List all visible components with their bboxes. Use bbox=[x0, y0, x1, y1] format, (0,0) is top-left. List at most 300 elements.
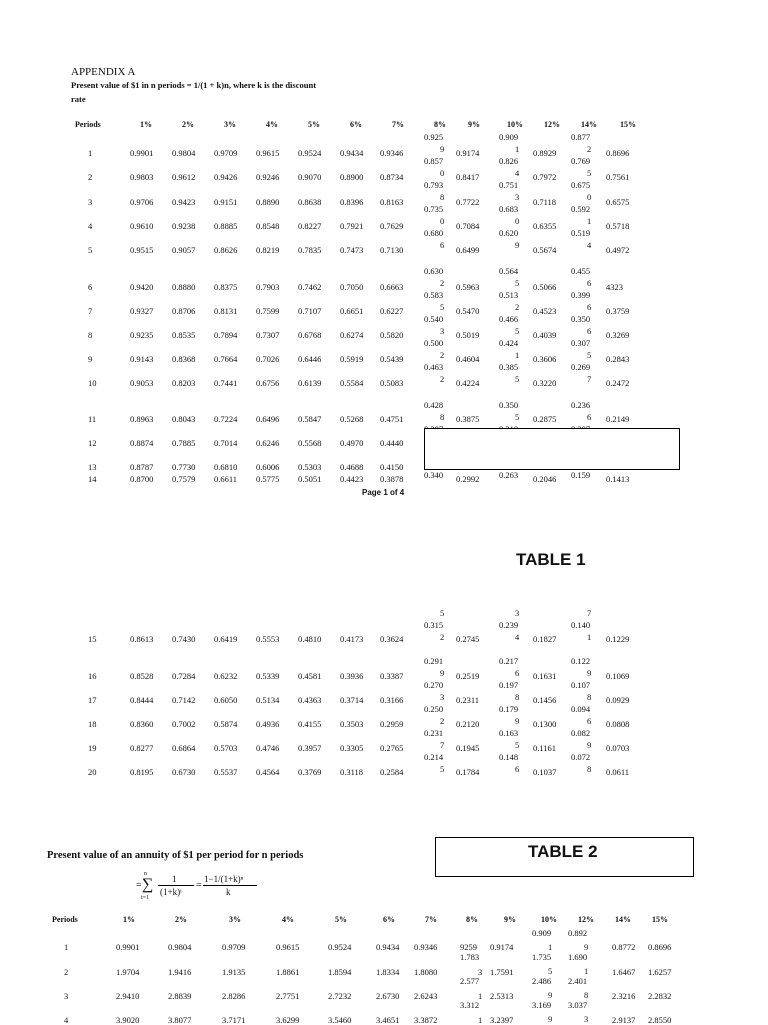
formula-frac2-num: 1−1/(1+k)ⁿ bbox=[204, 874, 244, 884]
table1-10pct-fragment: 0.424 bbox=[499, 338, 519, 348]
table1-cell-15pct: 0.2843 bbox=[606, 354, 630, 364]
table2-8pct-fragment: 1.783 bbox=[460, 952, 480, 962]
table1-cont-cell-15pct: 0.1069 bbox=[606, 671, 630, 681]
table2-12pct-fragment: 3 bbox=[584, 1014, 589, 1024]
table1-cell: 0.5919 bbox=[340, 354, 364, 364]
table1-cont-cell-9pct: 0.1945 bbox=[456, 743, 480, 753]
table1-cont-8pct-fragment: 5 bbox=[440, 764, 445, 774]
table2-cell: 3.4651 bbox=[376, 1015, 400, 1025]
table2-cell: 1.8861 bbox=[276, 967, 300, 977]
table1-cell: 0.9426 bbox=[214, 172, 238, 182]
table1-cont-8pct-fragment: 7 bbox=[440, 740, 445, 750]
table1-10pct-fragment: 5 bbox=[515, 278, 520, 288]
table1-10pct-fragment: 2 bbox=[515, 302, 520, 312]
table2-12pct-fragment: 9 bbox=[584, 942, 589, 952]
page-number: Page 1 of 4 bbox=[362, 488, 405, 497]
table1-cell: 0.8638 bbox=[298, 197, 322, 207]
table1-cell: 0.9434 bbox=[340, 148, 364, 158]
table2-cell: 2.7751 bbox=[276, 991, 300, 1001]
table1-cell: 0.9515 bbox=[130, 245, 154, 255]
table2-cell: 0.9901 bbox=[116, 942, 140, 952]
table1-cont-cell: 0.3305 bbox=[340, 743, 364, 753]
table1-cont-period-16: 16 bbox=[88, 671, 97, 681]
table1-cell: 0.7473 bbox=[340, 245, 364, 255]
table1-cell: 0.8706 bbox=[172, 306, 196, 316]
table1-cell: 0.9238 bbox=[172, 221, 196, 231]
table1-cont-cell-12pct: 0.1456 bbox=[533, 695, 557, 705]
table1-cell-12pct: 0.4523 bbox=[533, 306, 557, 316]
appendix-heading: APPENDIX A bbox=[71, 66, 136, 78]
table1-cont-cell: 0.4936 bbox=[256, 719, 280, 729]
table1-period-12: 12 bbox=[88, 438, 97, 448]
table1-cont-cell-12pct: 0.1827 bbox=[533, 634, 557, 644]
table1-cont-cell: 0.2765 bbox=[380, 743, 404, 753]
formula-sum-symbol: ∑ bbox=[142, 876, 154, 893]
table1-cell-15pct: 0.2149 bbox=[606, 414, 630, 424]
table1-cont-cell: 0.2584 bbox=[380, 767, 404, 777]
table2-cell-14pct: 1.6467 bbox=[612, 967, 636, 977]
table2-10pct-fragment: 9 bbox=[548, 990, 553, 1000]
table1-cell-9pct: 0.7722 bbox=[456, 197, 480, 207]
table1-14pct-fragment: 2 bbox=[587, 144, 592, 154]
table1-period-1: 1 bbox=[88, 148, 93, 158]
table2-cell: 2.9410 bbox=[116, 991, 140, 1001]
table1-cell: 0.9327 bbox=[130, 306, 154, 316]
table2-cell-14pct: 2.3216 bbox=[612, 991, 636, 1001]
table1-14pct-fragment: 5 bbox=[587, 350, 592, 360]
table1-cont-10pct-fragment: 6 bbox=[515, 668, 520, 678]
table1-cont-cell: 0.4810 bbox=[298, 634, 322, 644]
table1-cont-cell: 0.5537 bbox=[214, 767, 238, 777]
table1-cont-cell: 0.3503 bbox=[340, 719, 364, 729]
table1-period-3: 3 bbox=[88, 197, 93, 207]
table1-cont-cell-12pct: 0.1161 bbox=[533, 743, 557, 753]
table1-cont-10pct-fragment: 6 bbox=[515, 764, 520, 774]
table1-header-14pct: 14% bbox=[581, 120, 597, 129]
table1-8pct-fragment: 8 bbox=[440, 412, 445, 422]
table2-cell-15pct: 0.8696 bbox=[648, 942, 672, 952]
table1-10pct-fragment: 5 bbox=[515, 412, 520, 422]
table2-10pct-fragment: 9 bbox=[548, 1014, 553, 1024]
table1-cont-cell: 0.3714 bbox=[340, 695, 364, 705]
formula-equals-1: = bbox=[136, 880, 142, 891]
table1-cont-cell: 0.4155 bbox=[298, 719, 322, 729]
table1-14pct-fragment: 0.307 bbox=[571, 338, 591, 348]
table1-10pct-fragment: 5 bbox=[515, 374, 520, 384]
table2-cell: 3.3872 bbox=[414, 1015, 438, 1025]
table1-cell: 0.6496 bbox=[256, 414, 280, 424]
table1-cell-12pct: 0.2046 bbox=[533, 474, 557, 484]
table1-8pct-fragment: 3 bbox=[440, 326, 445, 336]
table1-14pct-fragment: 0.877 bbox=[571, 132, 591, 142]
table2-12pct-fragment: 0.892 bbox=[568, 928, 588, 938]
table2-cell: 0.9709 bbox=[222, 942, 246, 952]
table1-cont-10pct-fragment: 0.197 bbox=[499, 680, 519, 690]
table1-cont-cell: 0.3769 bbox=[298, 767, 322, 777]
table1-cont-cell: 0.4173 bbox=[340, 634, 364, 644]
table1-cell: 0.6246 bbox=[256, 438, 280, 448]
table1-cell: 0.4970 bbox=[340, 438, 364, 448]
table1-14pct-fragment: 0.159 bbox=[571, 470, 591, 480]
table2-10pct-fragment: 2.486 bbox=[532, 976, 552, 986]
table1-14pct-fragment: 1 bbox=[587, 216, 592, 226]
table1-cell: 0.8787 bbox=[130, 462, 154, 472]
table1-header-1pct: 1% bbox=[140, 120, 152, 129]
table1-cont-10pct-fragment: 0.179 bbox=[499, 704, 519, 714]
table2-header-14pct: 14% bbox=[615, 915, 631, 924]
table1-10pct-fragment: 3 bbox=[515, 192, 520, 202]
table1-cell: 0.5051 bbox=[298, 474, 322, 484]
table1-cell: 0.6810 bbox=[214, 462, 238, 472]
table1-cont-cell-15pct: 0.0808 bbox=[606, 719, 630, 729]
formula-frac1-bar bbox=[158, 885, 194, 886]
table1-cell: 0.7579 bbox=[172, 474, 196, 484]
table1-cont-8pct-fragment: 5 bbox=[440, 608, 445, 618]
table1-header-4pct: 4% bbox=[266, 120, 278, 129]
table1-title-cont: rate bbox=[71, 94, 86, 104]
formula-frac1-num: 1 bbox=[172, 874, 177, 884]
table2-header-periods: Periods bbox=[52, 915, 78, 924]
table2-12pct-fragment: 1 bbox=[584, 966, 589, 976]
table1-cont-cell: 0.7142 bbox=[172, 695, 196, 705]
table1-cont-cell: 0.8528 bbox=[130, 671, 154, 681]
formula-equals-2: = bbox=[196, 880, 202, 891]
table1-cell: 0.9612 bbox=[172, 172, 196, 182]
table1-cell-15pct: 0.8696 bbox=[606, 148, 630, 158]
table2-header-5pct: 5% bbox=[335, 915, 347, 924]
table1-8pct-fragment: 0.735 bbox=[424, 204, 444, 214]
table2-cell: 0.9434 bbox=[376, 942, 400, 952]
table1-14pct-fragment: 0.592 bbox=[571, 204, 591, 214]
table1-cont-period-19: 19 bbox=[88, 743, 97, 753]
table2-12pct-fragment: 8 bbox=[584, 990, 589, 1000]
table1-cell: 0.8885 bbox=[214, 221, 238, 231]
table1-8pct-fragment: 0.340 bbox=[424, 470, 444, 480]
table1-8pct-fragment: 5 bbox=[440, 302, 445, 312]
table1-cell: 0.7921 bbox=[340, 221, 364, 231]
table1-cell: 0.8163 bbox=[380, 197, 404, 207]
table1-cont-cell: 0.4564 bbox=[256, 767, 280, 777]
table1-cell: 0.9246 bbox=[256, 172, 280, 182]
table1-cont-cell-12pct: 0.1300 bbox=[533, 719, 557, 729]
table1-cell: 0.6663 bbox=[380, 282, 404, 292]
table1-cell-12pct: 0.3606 bbox=[533, 354, 557, 364]
table1-10pct-fragment: 0.385 bbox=[499, 362, 519, 372]
table1-period-7: 7 bbox=[88, 306, 93, 316]
table1-header-7pct: 7% bbox=[392, 120, 404, 129]
table2-header-9pct: 9% bbox=[504, 915, 516, 924]
table1-cell: 0.7441 bbox=[214, 378, 238, 388]
table1-cell-15pct: 0.6575 bbox=[606, 197, 630, 207]
table1-cell: 0.9615 bbox=[256, 148, 280, 158]
table1-cell-15pct: 0.3269 bbox=[606, 330, 630, 340]
table1-cont-cell: 0.7430 bbox=[172, 634, 196, 644]
table1-header-2pct: 2% bbox=[182, 120, 194, 129]
table1-cont-period-15: 15 bbox=[88, 634, 97, 644]
table1-8pct-fragment: 0.463 bbox=[424, 362, 444, 372]
table1-cell: 0.8890 bbox=[256, 197, 280, 207]
table1-cont-cell: 0.4746 bbox=[256, 743, 280, 753]
table1-cont-14pct-fragment: 6 bbox=[587, 716, 592, 726]
table1-header-periods: Periods bbox=[75, 120, 101, 129]
table2-header-15pct: 15% bbox=[652, 915, 668, 924]
table1-cell-9pct: 0.2992 bbox=[456, 474, 480, 484]
table1-14pct-fragment: 6 bbox=[587, 278, 592, 288]
table1-cell: 0.8131 bbox=[214, 306, 238, 316]
table1-cell: 0.8396 bbox=[340, 197, 364, 207]
table2-header-3pct: 3% bbox=[229, 915, 241, 924]
table1-cell: 0.5439 bbox=[380, 354, 404, 364]
table1-cell: 0.5820 bbox=[380, 330, 404, 340]
table1-cell: 0.9804 bbox=[172, 148, 196, 158]
table1-cell: 0.7462 bbox=[298, 282, 322, 292]
table1-10pct-fragment: 0.513 bbox=[499, 290, 519, 300]
table1-8pct-fragment: 6 bbox=[440, 240, 445, 250]
table1-cell: 0.9803 bbox=[130, 172, 154, 182]
table1-cell: 0.7130 bbox=[380, 245, 404, 255]
table1-cell: 0.5568 bbox=[298, 438, 322, 448]
table1-cont-cell: 0.4581 bbox=[298, 671, 322, 681]
table1-cont-cell: 0.3118 bbox=[340, 767, 364, 777]
table1-cont-10pct-fragment: 8 bbox=[515, 692, 520, 702]
table1-cell: 0.6274 bbox=[340, 330, 364, 340]
table1-cell-9pct: 0.8417 bbox=[456, 172, 480, 182]
table1-8pct-fragment: 9 bbox=[440, 144, 445, 154]
table1-cont-10pct-fragment: 9 bbox=[515, 716, 520, 726]
table1-cont-8pct-fragment: 0.291 bbox=[424, 656, 444, 666]
table2-cell-9pct: 0.9174 bbox=[490, 942, 514, 952]
table1-cell: 0.7307 bbox=[256, 330, 280, 340]
table1-cell: 0.8880 bbox=[172, 282, 196, 292]
table2-cell: 3.9020 bbox=[116, 1015, 140, 1025]
table1-cell-9pct: 0.6499 bbox=[456, 245, 480, 255]
table1-cont-cell: 0.6419 bbox=[214, 634, 238, 644]
table1-cell-12pct: 0.5066 bbox=[533, 282, 557, 292]
table1-cell-9pct: 0.5019 bbox=[456, 330, 480, 340]
table1-cont-10pct-fragment: 0.148 bbox=[499, 752, 519, 762]
table1-cell: 0.9420 bbox=[130, 282, 154, 292]
overlay-box bbox=[424, 428, 680, 470]
table1-cont-cell-9pct: 0.1784 bbox=[456, 767, 480, 777]
table1-cont-cell: 0.7284 bbox=[172, 671, 196, 681]
table1-14pct-fragment: 0.519 bbox=[571, 228, 591, 238]
table1-10pct-fragment: 0.350 bbox=[499, 400, 519, 410]
table1-period-4: 4 bbox=[88, 221, 93, 231]
table1-cell: 0.6446 bbox=[298, 354, 322, 364]
table1-10pct-fragment: 4 bbox=[515, 168, 520, 178]
table1-cont-cell: 0.8277 bbox=[130, 743, 154, 753]
table1-cell: 0.9901 bbox=[130, 148, 154, 158]
table1-cell-12pct: 0.7972 bbox=[533, 172, 557, 182]
table1-period-11: 11 bbox=[88, 414, 97, 424]
table1-cell: 0.7894 bbox=[214, 330, 238, 340]
table1-cont-cell: 0.8613 bbox=[130, 634, 154, 644]
table1-cell: 0.7026 bbox=[256, 354, 280, 364]
table1-cell: 0.8368 bbox=[172, 354, 196, 364]
table1-cell-12pct: 0.3220 bbox=[533, 378, 557, 388]
table2-cell-9pct: 2.5313 bbox=[490, 991, 514, 1001]
table1-title: Present value of $1 in n periods = 1/(1 + k)n, where k is the discount bbox=[71, 80, 317, 90]
table2-cell-14pct: 0.8772 bbox=[612, 942, 636, 952]
table2-8pct-fragment: 3.312 bbox=[460, 1000, 480, 1010]
table1-cont-cell: 0.3624 bbox=[380, 634, 404, 644]
table1-cell: 0.4688 bbox=[340, 462, 364, 472]
table1-cont-cell: 0.5703 bbox=[214, 743, 238, 753]
table1-cell: 0.9057 bbox=[172, 245, 196, 255]
table1-cell-15pct: 0.1413 bbox=[606, 474, 630, 484]
table1-cont-10pct-fragment: 3 bbox=[515, 608, 520, 618]
table1-cell: 0.5268 bbox=[340, 414, 364, 424]
table1-cell: 0.4751 bbox=[380, 414, 404, 424]
table1-header-12pct: 12% bbox=[544, 120, 560, 129]
table1-cell: 0.7629 bbox=[380, 221, 404, 231]
table1-cell: 0.7224 bbox=[214, 414, 238, 424]
table1-cont-cell: 0.3387 bbox=[380, 671, 404, 681]
table1-cell-12pct: 0.4039 bbox=[533, 330, 557, 340]
table1-cell: 0.7664 bbox=[214, 354, 238, 364]
table1-cell-9pct: 0.4604 bbox=[456, 354, 480, 364]
table1-cont-period-20: 20 bbox=[88, 767, 97, 777]
table1-cont-cell: 0.3936 bbox=[340, 671, 364, 681]
table1-cont-period-18: 18 bbox=[88, 719, 97, 729]
table2-10pct-fragment: 0.909 bbox=[532, 928, 552, 938]
table1-8pct-fragment: 8 bbox=[440, 192, 445, 202]
table1-8pct-fragment: 0.857 bbox=[424, 156, 444, 166]
table1-cont-cell-15pct: 0.0929 bbox=[606, 695, 630, 705]
table2-title: Present value of an annuity of $1 per period for n periods bbox=[47, 850, 304, 861]
formula-sum-bottom: t=1 bbox=[141, 895, 150, 901]
table2-cell-14pct: 2.9137 bbox=[612, 1015, 636, 1025]
table1-cell: 0.8700 bbox=[130, 474, 154, 484]
table1-cell-15pct: 0.3759 bbox=[606, 306, 630, 316]
table2-cell: 1.9135 bbox=[222, 967, 246, 977]
table1-cell: 0.7835 bbox=[298, 245, 322, 255]
table2-cell-9pct: 3.2397 bbox=[490, 1015, 514, 1025]
table1-cell-9pct: 0.9174 bbox=[456, 148, 480, 158]
table1-cont-8pct-fragment: 2 bbox=[440, 716, 445, 726]
table1-14pct-fragment: 5 bbox=[587, 168, 592, 178]
formula-sum-top: n bbox=[144, 871, 147, 877]
table2-10pct-fragment: 1 bbox=[548, 942, 553, 952]
table2-cell: 1.8080 bbox=[414, 967, 438, 977]
table2-period-4: 4 bbox=[64, 1015, 69, 1025]
table1-10pct-fragment: 0 bbox=[515, 216, 520, 226]
table1-cell-15pct: 0.5718 bbox=[606, 221, 630, 231]
table1-cont-8pct-fragment: 0.250 bbox=[424, 704, 444, 714]
table1-cell: 0.9524 bbox=[298, 148, 322, 158]
table2-header-2pct: 2% bbox=[175, 915, 187, 924]
table1-cell: 0.8043 bbox=[172, 414, 196, 424]
table1-cell-12pct: 0.7118 bbox=[533, 197, 557, 207]
table1-cont-14pct-fragment: 1 bbox=[587, 632, 592, 642]
table1-cont-cell-12pct: 0.1037 bbox=[533, 767, 557, 777]
table1-8pct-fragment: 2 bbox=[440, 374, 445, 384]
table1-cont-cell: 0.6050 bbox=[214, 695, 238, 705]
table2-cell: 0.9524 bbox=[328, 942, 352, 952]
table1-cell: 0.5847 bbox=[298, 414, 322, 424]
table2-header-8pct: 8% bbox=[466, 915, 478, 924]
table1-cell-12pct: 0.2875 bbox=[533, 414, 557, 424]
table1-10pct-fragment: 0.564 bbox=[499, 266, 519, 276]
table2-cell: 2.6243 bbox=[414, 991, 438, 1001]
table1-cont-14pct-fragment: 0.107 bbox=[571, 680, 591, 690]
table1-cont-14pct-fragment: 8 bbox=[587, 764, 592, 774]
table1-10pct-fragment: 0.826 bbox=[499, 156, 519, 166]
table1-cell: 0.9053 bbox=[130, 378, 154, 388]
table1-10pct-fragment: 0.263 bbox=[499, 470, 519, 480]
table1-cell: 0.7903 bbox=[256, 282, 280, 292]
table1-period-14: 14 bbox=[88, 474, 97, 484]
table1-cont-cell: 0.6730 bbox=[172, 767, 196, 777]
table2-header-6pct: 6% bbox=[383, 915, 395, 924]
table1-14pct-fragment: 0.675 bbox=[571, 180, 591, 190]
table1-10pct-fragment: 5 bbox=[515, 326, 520, 336]
table1-cell: 0.3878 bbox=[380, 474, 404, 484]
table1-8pct-fragment: 0.428 bbox=[424, 400, 444, 410]
table1-cell: 0.6651 bbox=[340, 306, 364, 316]
table1-cont-cell-15pct: 0.0611 bbox=[606, 767, 630, 777]
table1-cell: 0.8535 bbox=[172, 330, 196, 340]
table1-8pct-fragment: 0.500 bbox=[424, 338, 444, 348]
table2-cell-8pct: 1 bbox=[478, 1015, 483, 1025]
table2-cell: 2.8286 bbox=[222, 991, 246, 1001]
table2-10pct-fragment: 5 bbox=[548, 966, 553, 976]
table2-10pct-fragment: 3.169 bbox=[532, 1000, 552, 1010]
table1-8pct-fragment: 0.540 bbox=[424, 314, 444, 324]
table1-period-9: 9 bbox=[88, 354, 93, 364]
table1-cont-cell-9pct: 0.2745 bbox=[456, 634, 480, 644]
table1-10pct-fragment: 9 bbox=[515, 240, 520, 250]
table1-label: TABLE 1 bbox=[516, 550, 586, 569]
table1-cell-15pct: 0.2472 bbox=[606, 378, 630, 388]
table1-cell: 0.9610 bbox=[130, 221, 154, 231]
table1-cell: 0.8734 bbox=[380, 172, 404, 182]
table1-14pct-fragment: 0.769 bbox=[571, 156, 591, 166]
table1-14pct-fragment: 6 bbox=[587, 302, 592, 312]
table1-14pct-fragment: 0.350 bbox=[571, 314, 591, 324]
table1-8pct-fragment: 0.680 bbox=[424, 228, 444, 238]
table1-header-8pct: 8% bbox=[434, 120, 446, 129]
table1-cell-12pct: 0.8929 bbox=[533, 148, 557, 158]
table2-period-2: 2 bbox=[64, 967, 69, 977]
table2-cell: 2.8839 bbox=[168, 991, 192, 1001]
table1-8pct-fragment: 0.583 bbox=[424, 290, 444, 300]
table1-cell: 0.9070 bbox=[298, 172, 322, 182]
table2-cell: 3.6299 bbox=[276, 1015, 300, 1025]
table2-cell: 2.7232 bbox=[328, 991, 352, 1001]
table1-cell: 0.6768 bbox=[298, 330, 322, 340]
table1-header-10pct: 10% bbox=[507, 120, 523, 129]
table1-10pct-fragment: 0.683 bbox=[499, 204, 519, 214]
table2-header-7pct: 7% bbox=[425, 915, 437, 924]
table1-cell-15pct: 0.7561 bbox=[606, 172, 630, 182]
table1-cell: 0.6006 bbox=[256, 462, 280, 472]
table1-cell: 0.7014 bbox=[214, 438, 238, 448]
table1-cont-cell: 0.4363 bbox=[298, 695, 322, 705]
table2-cell: 0.9615 bbox=[276, 942, 300, 952]
table1-cell: 0.8548 bbox=[256, 221, 280, 231]
table1-cell: 0.4423 bbox=[340, 474, 364, 484]
table1-cont-cell: 0.5339 bbox=[256, 671, 280, 681]
table1-cell-9pct: 0.4224 bbox=[456, 378, 480, 388]
table2-12pct-fragment: 3.037 bbox=[568, 1000, 588, 1010]
table1-14pct-fragment: 0.455 bbox=[571, 266, 591, 276]
table1-cell: 0.6611 bbox=[214, 474, 238, 484]
table1-10pct-fragment: 0.620 bbox=[499, 228, 519, 238]
table2-12pct-fragment: 2.401 bbox=[568, 976, 588, 986]
table1-8pct-fragment: 0 bbox=[440, 216, 445, 226]
table1-8pct-fragment: 0 bbox=[440, 168, 445, 178]
